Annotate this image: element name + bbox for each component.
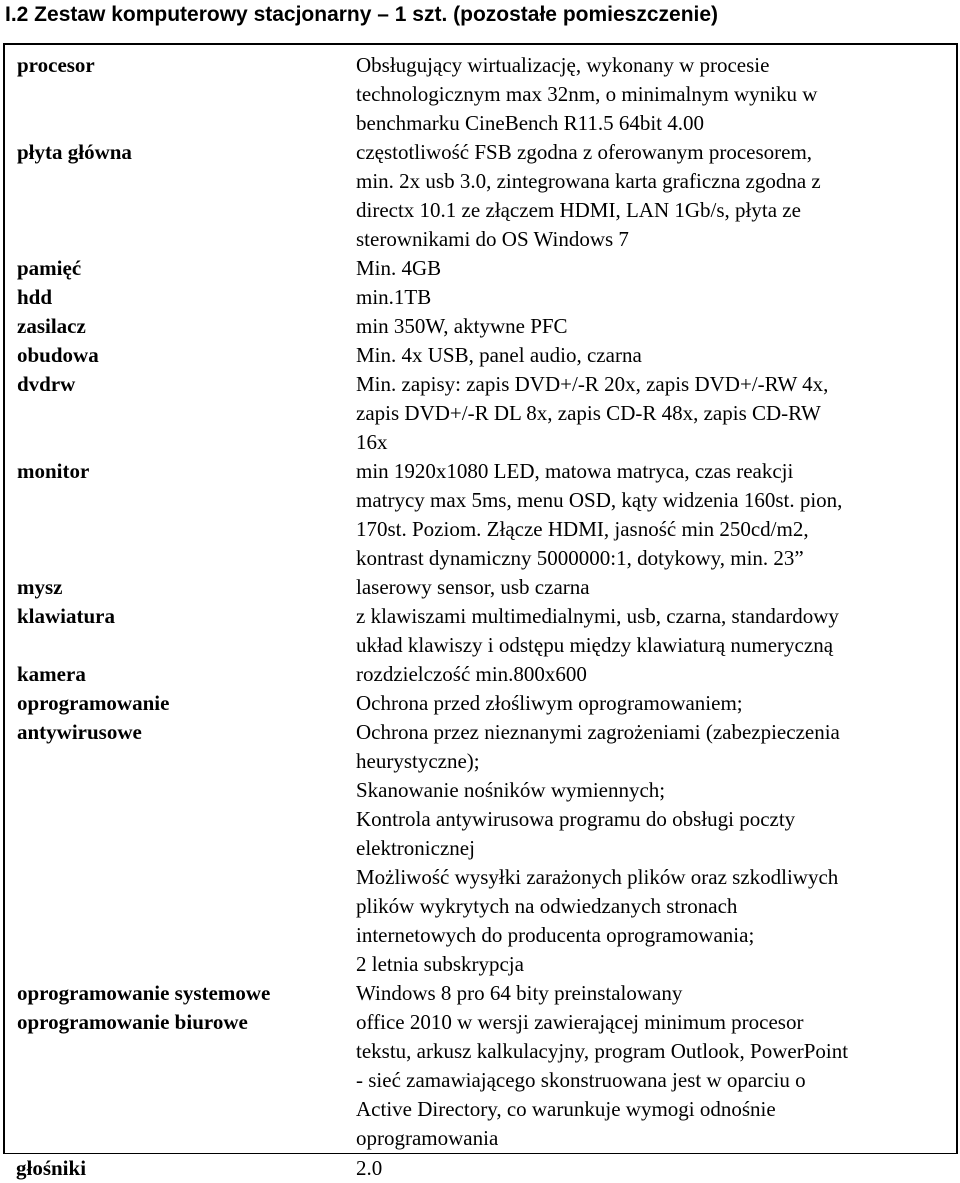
spec-value-line: office 2010 w wersji zawierającej minimum procesor <box>356 1010 804 1034</box>
spec-value-line: Min. zapisy: zapis DVD+/-R 20x, zapis DVD+/-RW 4x, <box>356 372 829 396</box>
spec-label: zasilacz <box>17 314 86 338</box>
spec-value-line: Windows 8 pro 64 bity preinstalowany <box>356 981 683 1005</box>
spec-value-line: kontrast dynamiczny 5000000:1, dotykowy, min. 23” <box>356 546 804 570</box>
spec-value-line: heurystyczne); <box>356 749 480 773</box>
spec-value-line: min. 2x usb 3.0, zintegrowana karta graficzna zgodna z <box>356 169 821 193</box>
spec-value-line: laserowy sensor, usb czarna <box>356 575 590 599</box>
spec-value-cell <box>353 370 957 457</box>
spec-value-line: Obsługujący wirtualizację, wykonany w procesie <box>356 53 770 77</box>
spec-label: mysz <box>17 575 63 599</box>
spec-value-line: tekstu, arkusz kalkulacyjny, program Outlook, PowerPoint <box>356 1039 849 1063</box>
section-title: I.2 Zestaw komputerowy stacjonarny – 1 szt. (pozostałe pomieszczenie) <box>5 3 719 26</box>
spec-value-line: Ochrona przed złośliwym oprogramowaniem; <box>356 691 743 715</box>
spec-label-cell <box>4 979 353 1008</box>
spec-value-cell <box>353 254 957 283</box>
spec-label-cell <box>4 1154 353 1183</box>
spec-label: pamięć <box>17 256 82 280</box>
spec-label: antywirusowe <box>17 720 142 744</box>
spec-label: klawiatura <box>17 604 116 628</box>
spec-value-line: 2.0 <box>356 1156 383 1180</box>
spec-label: dvdrw <box>17 372 76 396</box>
spec-value-line: technologicznym max 32nm, o minimalnym wyniku w <box>356 82 818 106</box>
spec-value-line: plików wykrytych na odwiedzanych stronach <box>356 894 738 918</box>
spec-value-line: elektronicznej <box>356 836 475 860</box>
spec-label: głośniki <box>16 1156 87 1180</box>
spec-value-line: min 1920x1080 LED, matowa matryca, czas reakcji <box>356 459 794 483</box>
spec-value-cell <box>353 283 957 312</box>
spec-label: płyta główna <box>17 140 132 164</box>
spec-row <box>4 1008 957 1154</box>
spec-value-line: 170st. Poziom. Złącze HDMI, jasność min 250cd/m2, <box>356 517 809 541</box>
spec-label-cell <box>4 370 353 457</box>
spec-label-cell <box>4 457 353 573</box>
spec-value-line: Skanowanie nośników wymiennych; <box>356 778 666 802</box>
spec-row <box>4 138 957 254</box>
spec-row <box>4 660 957 689</box>
spec-row <box>4 341 957 370</box>
spec-row <box>4 573 957 602</box>
spec-value-line: matrycy max 5ms, menu OSD, kąty widzenia 160st. pion, <box>356 488 843 512</box>
spec-row <box>4 1154 957 1183</box>
spec-value-cell <box>353 312 957 341</box>
specification-table <box>3 43 958 1183</box>
spec-value-line: min.1TB <box>356 285 432 309</box>
spec-value-line: - sieć zamawiającego skonstruowana jest w oparciu o <box>356 1068 806 1092</box>
spec-label: oprogramowanie systemowe <box>17 981 271 1005</box>
spec-row <box>4 283 957 312</box>
spec-value-line: internetowych do producenta oprogramowania; <box>356 923 755 947</box>
spec-label: hdd <box>17 285 53 309</box>
spec-value-line: Active Directory, co warunkuje wymogi odnośnie <box>356 1097 776 1121</box>
spec-row <box>4 689 957 979</box>
spec-row <box>4 457 957 573</box>
spec-value-cell <box>353 689 957 979</box>
spec-value-line: benchmarku CineBench R11.5 64bit 4.00 <box>356 111 704 135</box>
spec-label-cell <box>4 312 353 341</box>
spec-value-line: z klawiszami multimedialnymi, usb, czarna, standardowy <box>356 604 839 628</box>
spec-label-cell <box>4 254 353 283</box>
spec-value-line: sterownikami do OS Windows 7 <box>356 227 629 251</box>
spec-value-cell <box>353 602 957 660</box>
spec-value-cell <box>353 44 957 138</box>
spec-label-cell <box>4 689 353 979</box>
spec-label-cell <box>4 44 353 138</box>
spec-value-cell <box>353 1008 957 1154</box>
spec-label-cell <box>4 1008 353 1154</box>
spec-value-line: Ochrona przez nieznanymi zagrożeniami (zabezpieczenia <box>356 720 840 744</box>
spec-label-cell <box>4 138 353 254</box>
spec-value-line: oprogramowania <box>356 1126 499 1150</box>
spec-row <box>4 312 957 341</box>
spec-value-cell <box>353 1154 957 1183</box>
spec-row <box>4 44 957 138</box>
spec-value-line: Kontrola antywirusowa programu do obsługi poczty <box>356 807 796 831</box>
spec-row <box>4 602 957 660</box>
spec-value-line: 2 letnia subskrypcja <box>356 952 524 976</box>
spec-row <box>4 370 957 457</box>
spec-label: procesor <box>17 53 95 77</box>
spec-value-line: directx 10.1 ze złączem HDMI, LAN 1Gb/s, płyta ze <box>356 198 801 222</box>
spec-label-cell <box>4 660 353 689</box>
spec-label-cell <box>4 573 353 602</box>
spec-value-cell <box>353 660 957 689</box>
spec-value-line: Min. 4GB <box>356 256 442 280</box>
spec-label: monitor <box>17 459 90 483</box>
spec-value-cell <box>353 341 957 370</box>
spec-value-cell <box>353 457 957 573</box>
spec-row <box>4 979 957 1008</box>
spec-row <box>4 254 957 283</box>
spec-label-cell <box>4 283 353 312</box>
spec-value-line: min 350W, aktywne PFC <box>356 314 568 338</box>
spec-value-line: rozdzielczość min.800x600 <box>356 662 587 686</box>
spec-label-cell <box>4 341 353 370</box>
spec-value-line: Min. 4x USB, panel audio, czarna <box>356 343 642 367</box>
spec-value-cell <box>353 979 957 1008</box>
spec-label: oprogramowanie <box>17 691 170 715</box>
spec-value-cell <box>353 138 957 254</box>
spec-value-line: zapis DVD+/-R DL 8x, zapis CD-R 48x, zapis CD-RW <box>356 401 821 425</box>
spec-label: kamera <box>17 662 86 686</box>
spec-value-line: Możliwość wysyłki zarażonych plików oraz szkodliwych <box>356 865 839 889</box>
spec-label-cell <box>4 602 353 660</box>
spec-value-line: częstotliwość FSB zgodna z oferowanym procesorem, <box>356 140 813 164</box>
spec-value-line: układ klawiszy i odstępu między klawiaturą numeryczną <box>356 633 834 657</box>
spec-value-cell <box>353 573 957 602</box>
spec-label: obudowa <box>17 343 99 367</box>
specification-table-body <box>4 44 957 1183</box>
spec-value-line: 16x <box>356 430 388 454</box>
spec-label: oprogramowanie biurowe <box>17 1010 248 1034</box>
